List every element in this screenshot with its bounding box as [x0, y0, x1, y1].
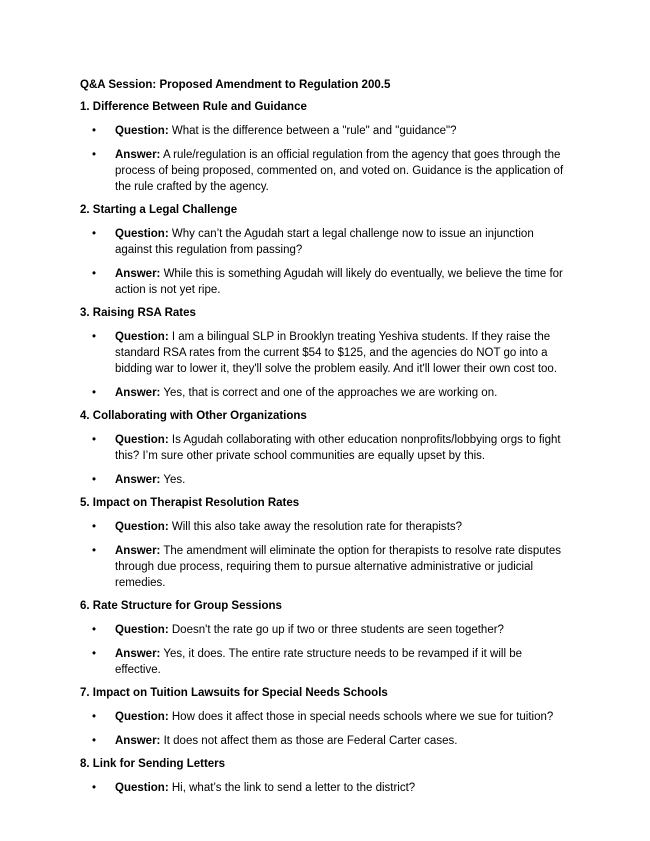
question-item [80, 432, 570, 464]
bullet-icon: • [92, 149, 97, 161]
section-heading: 5. Impact on Therapist Resolution Rates [80, 497, 300, 509]
question-text: Will this also take away the resolution rate for therapists? [171, 521, 463, 533]
section-heading: 6. Rate Structure for Group Sessions [80, 600, 282, 612]
question-label: Question: [115, 125, 169, 137]
question-item [80, 622, 570, 638]
question-item [80, 709, 570, 725]
answer-text: Yes, that is correct and one of the approaches we are working on. [163, 387, 498, 399]
question-label: Question: [115, 331, 169, 343]
question-label: Question: [115, 521, 169, 533]
bullet-icon: • [92, 735, 97, 747]
answer-item [80, 385, 570, 401]
qa-list [80, 432, 570, 488]
answer-text: While this is something Agudah will likely do eventually, we believe the time for action is not yet ripe. [115, 268, 563, 296]
question-text: I am a bilingual SLP in Brooklyn treating Yeshiva students. If they raise the standard RSA rates from the current $54 to $125, and the agencies do NOT go into a bidding war to lower it, they'll solve the problem easily. And it'll lower their own cost too. [115, 331, 558, 375]
answer-text: The amendment will eliminate the option for therapists to resolve rate disputes through due process, requiring them to pursue alternative administrative or judicial remedies. [115, 545, 561, 589]
question-text: What is the difference between a "rule" and "guidance"? [171, 125, 457, 137]
qa-list [80, 780, 570, 796]
bullet-icon: • [92, 268, 97, 280]
question-label: Question: [115, 624, 169, 636]
question-item [80, 226, 570, 258]
answer-item [80, 147, 570, 195]
question-text: How does it affect those in special needs schools where we sue for tuition? [171, 711, 554, 723]
qa-list [80, 709, 570, 749]
answer-label: Answer: [115, 474, 161, 486]
answer-item [80, 646, 570, 678]
answer-text: Yes. [163, 474, 186, 486]
question-label: Question: [115, 782, 169, 794]
qa-list [80, 226, 570, 298]
question-label: Question: [115, 228, 169, 240]
bullet-icon: • [92, 387, 97, 399]
answer-label: Answer: [115, 387, 161, 399]
section-heading: 2. Starting a Legal Challenge [80, 204, 238, 216]
answer-label: Answer: [115, 648, 161, 660]
bullet-icon: • [92, 125, 97, 137]
question-label: Question: [115, 434, 169, 446]
answer-label: Answer: [115, 268, 161, 280]
bullet-icon: • [92, 545, 97, 557]
document-title: Q&A Session: Proposed Amendment to Regulation 200.5 [80, 79, 391, 91]
section-heading: 4. Collaborating with Other Organizations [80, 410, 307, 422]
question-label: Question: [115, 711, 169, 723]
bullet-icon: • [92, 474, 97, 486]
answer-text: Yes, it does. The entire rate structure needs to be revamped if it will be effective. [115, 648, 522, 676]
bullet-icon: • [92, 711, 97, 723]
answer-label: Answer: [115, 149, 161, 161]
question-item [80, 519, 570, 535]
section-heading: 8. Link for Sending Letters [80, 758, 226, 770]
answer-text: It does not affect them as those are Federal Carter cases. [163, 735, 458, 747]
section-heading: 7. Impact on Tuition Lawsuits for Special Needs Schools [80, 687, 388, 699]
question-text: Why can’t the Agudah start a legal challenge now to issue an injunction against this regulation from passing? [115, 228, 534, 256]
bullet-icon: • [92, 434, 97, 446]
section-heading: 1. Difference Between Rule and Guidance [80, 101, 307, 113]
question-item [80, 329, 570, 377]
qa-sections [80, 100, 570, 796]
answer-item [80, 543, 570, 591]
qa-list [80, 622, 570, 678]
bullet-icon: • [92, 521, 97, 533]
answer-item [80, 472, 570, 488]
answer-item [80, 266, 570, 298]
answer-label: Answer: [115, 735, 161, 747]
question-text: Doesn't the rate go up if two or three students are seen together? [171, 624, 504, 636]
question-item [80, 123, 570, 139]
bullet-icon: • [92, 624, 97, 636]
question-text: Hi, what’s the link to send a letter to the district? [171, 782, 416, 794]
answer-item [80, 733, 570, 749]
section-heading: 3. Raising RSA Rates [80, 307, 196, 319]
answer-label: Answer: [115, 545, 161, 557]
bullet-icon: • [92, 331, 97, 343]
question-item [80, 780, 570, 796]
bullet-icon: • [92, 228, 97, 240]
bullet-icon: • [92, 782, 97, 794]
bullet-icon: • [92, 648, 97, 660]
question-text: Is Agudah collaborating with other education nonprofits/lobbying orgs to fight this? I’m sure other private school communities are equally upset by this. [115, 434, 561, 462]
qa-list [80, 519, 570, 591]
answer-text: A rule/regulation is an official regulation from the agency that goes through the process of being proposed, commented on, and voted on. Guidance is the application of the rule crafted by the agency. [115, 149, 564, 193]
qa-list [80, 123, 570, 195]
qa-list [80, 329, 570, 401]
